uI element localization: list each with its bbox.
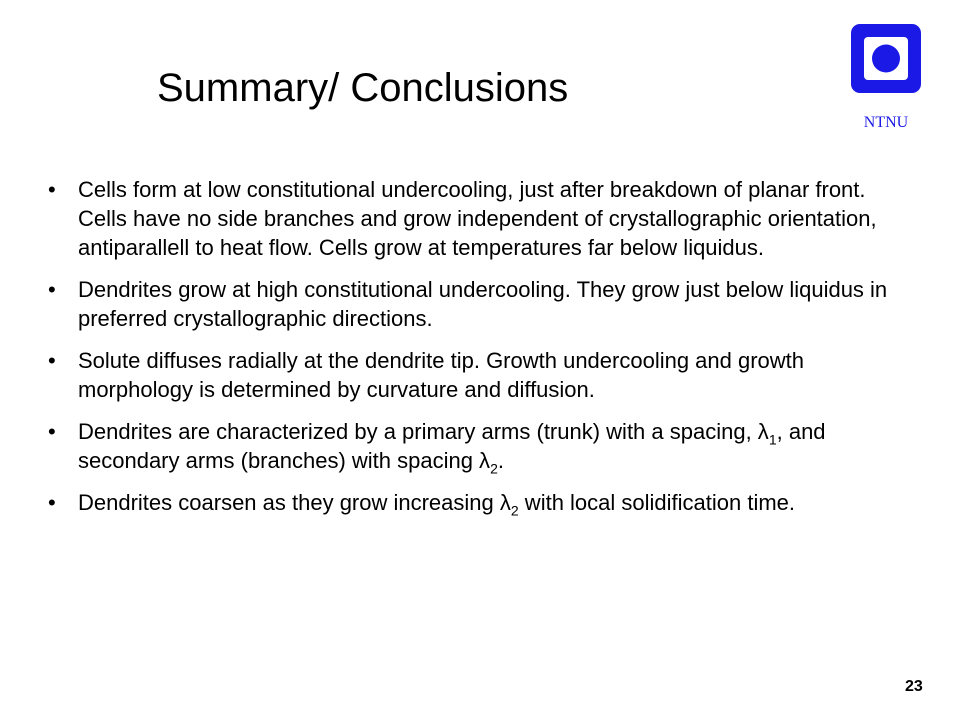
- ntnu-logo-icon: [851, 24, 921, 93]
- bullet-symbol: •: [48, 419, 56, 444]
- bullet-symbol: •: [48, 277, 56, 302]
- bullet-text-part: , and secondary arms (branches) with spacing λ: [78, 419, 826, 473]
- bullet-list: [48, 175, 898, 530]
- bullet-item-solute-diffusion: [48, 346, 898, 404]
- subscript: 2: [510, 502, 519, 519]
- page-number: 23: [905, 678, 923, 695]
- slide-title: Summary/ Conclusions: [157, 66, 569, 110]
- bullet-text-part: with local solidification time.: [518, 490, 796, 515]
- bullet-item-cells: [48, 175, 898, 262]
- bullet-text-part: .: [497, 448, 504, 473]
- bullet-text-part: Dendrites are characterized by a primary arms (trunk) with a spacing, λ: [78, 419, 769, 444]
- bullet-item-dendrite-arms: [48, 417, 898, 475]
- bullet-symbol: •: [48, 348, 56, 373]
- subscript: 1: [768, 431, 777, 448]
- bullet-text: Cells form at low constitutional undercooling, just after breakdown of planar front. Cells have no side branches and grow independent of crystallographic orientation, antiparallell to heat flow. Cells grow at temperatures far below liquidus.: [78, 177, 877, 260]
- logo-label: NTNU: [863, 114, 909, 131]
- bullet-text: Solute diffuses radially at the dendrite tip. Growth undercooling and growth morphology is determined by curvature and diffusion.: [78, 348, 805, 402]
- bullet-symbol: •: [48, 177, 56, 202]
- bullet-symbol: •: [48, 490, 56, 515]
- bullet-item-dendrite-coarsening: [48, 488, 898, 517]
- subscript: 2: [490, 460, 498, 477]
- bullet-item-dendrites-growth: [48, 275, 898, 333]
- bullet-text: Dendrites grow at high constitutional undercooling. They grow just below liquidus in preferred crystallographic directions.: [78, 277, 888, 331]
- bullet-text-part: Dendrites coarsen as they grow increasing λ: [78, 490, 511, 515]
